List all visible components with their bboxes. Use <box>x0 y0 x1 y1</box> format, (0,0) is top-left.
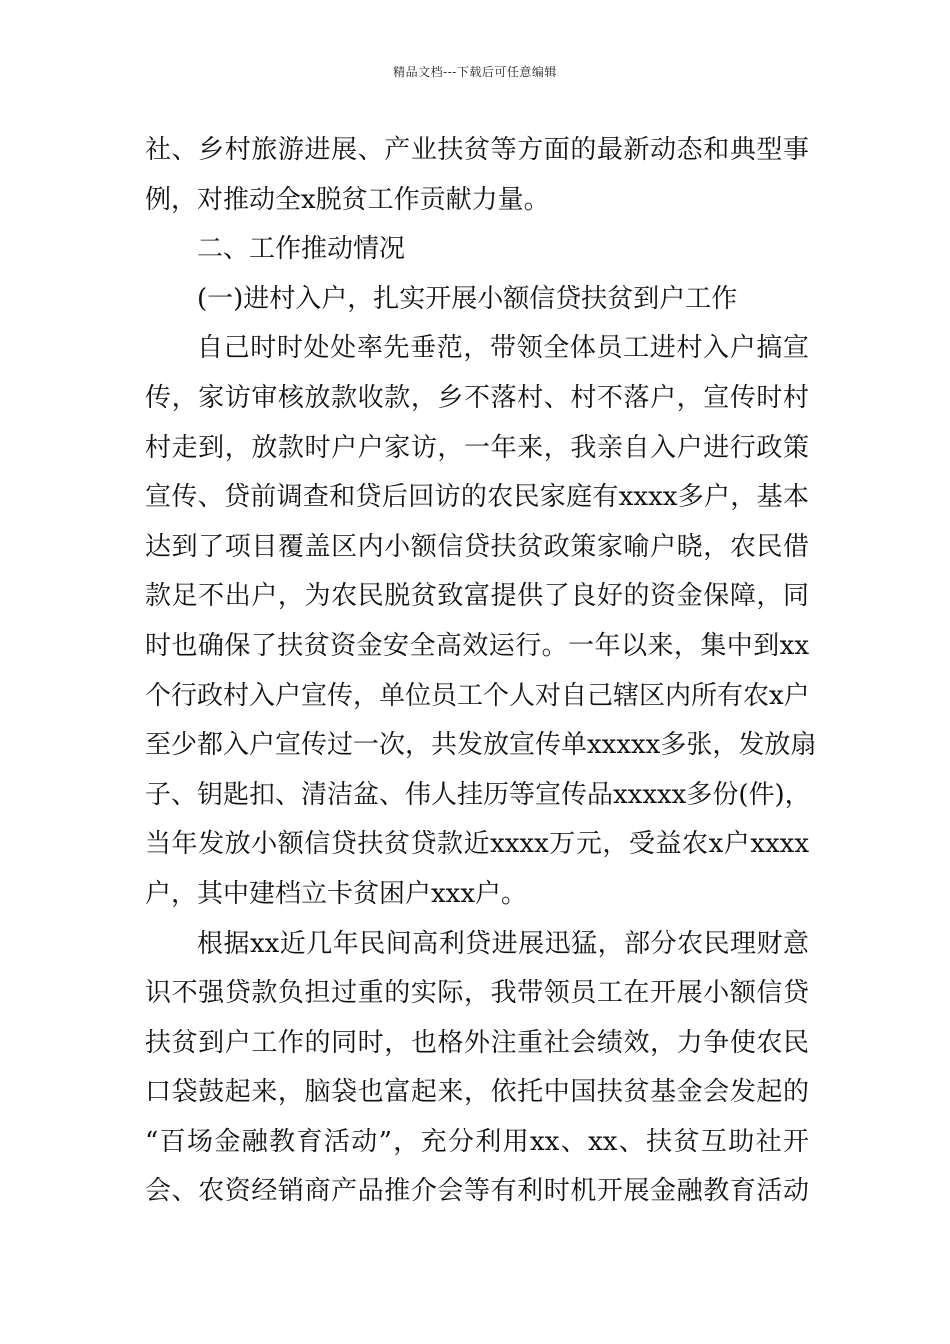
text-line: 款足不出户，为农民脱贫致富提供了良好的资金保障，同 <box>145 581 809 612</box>
text-line: 识不强贷款负担过重的实际，我带领员工在开展小额信贷 <box>145 978 809 1009</box>
text-line: 当年发放小额信贷扶贫贷款近xxxx万元，受益农x户xxxx <box>145 829 809 860</box>
document-body <box>145 126 817 1217</box>
section-heading: 二、工作推动情况 <box>197 234 406 265</box>
text-line: 宣传、贷前调查和贷后回访的农民家庭有xxxx多户，基本 <box>145 482 809 513</box>
text-line: 达到了项目覆盖区内小额信贷扶贫政策家喻户晓，农民借 <box>145 531 809 562</box>
text-line: 会、农资经销商产品推介会等有利时机开展金融教育活动 <box>145 1176 809 1207</box>
text-line: 户，其中建档立卡贫困户xxx户。 <box>145 878 527 909</box>
text-line: “百场金融教育活动”，充分利用xx、xx、扶贫互助社开 <box>145 1126 809 1157</box>
text-line: 至少都入户宣传过一次，共发放宣传单xxxxx多张，发放扇 <box>145 730 817 761</box>
text-line: 传，家访审核放款收款，乡不落村、村不落户，宣传时村 <box>145 382 809 413</box>
subsection-heading: (一)进村入户，扎实开展小额信贷扶贫到户工作 <box>197 283 738 314</box>
text-line: 村走到，放款时户户家访，一年来，我亲自入户进行政策 <box>145 432 809 463</box>
text-line: 社、乡村旅游进展、产业扶贫等方面的最新动态和典型事 <box>145 135 809 165</box>
text-line: 子、钥匙扣、清洁盆、伟人挂历等宣传品xxxxx多份(件)， <box>145 779 811 810</box>
text-line: 根据xx近几年民间高利贷进展迅猛，部分农民理财意 <box>197 928 809 959</box>
text-line: 个行政村入户宣传，单位员工个人对自己辖区内所有农x户 <box>145 680 810 711</box>
text-line: 扶贫到户工作的同时，也格外注重社会绩效，力争使农民 <box>145 1027 809 1058</box>
text-line: 自己时时处处率先垂范，带领全体员工进村入户搞宣 <box>197 333 809 364</box>
text-line: 例，对推动全x脱贫工作贡献力量。 <box>145 184 550 215</box>
text-line: 口袋鼓起来，脑袋也富起来，依托中国扶贫基金会发起的 <box>145 1077 809 1108</box>
text-line: 时也确保了扶贫资金安全高效运行。一年以来，集中到xx <box>145 630 809 661</box>
page-header: 精品文档---下载后可任意编辑 <box>393 65 557 79</box>
